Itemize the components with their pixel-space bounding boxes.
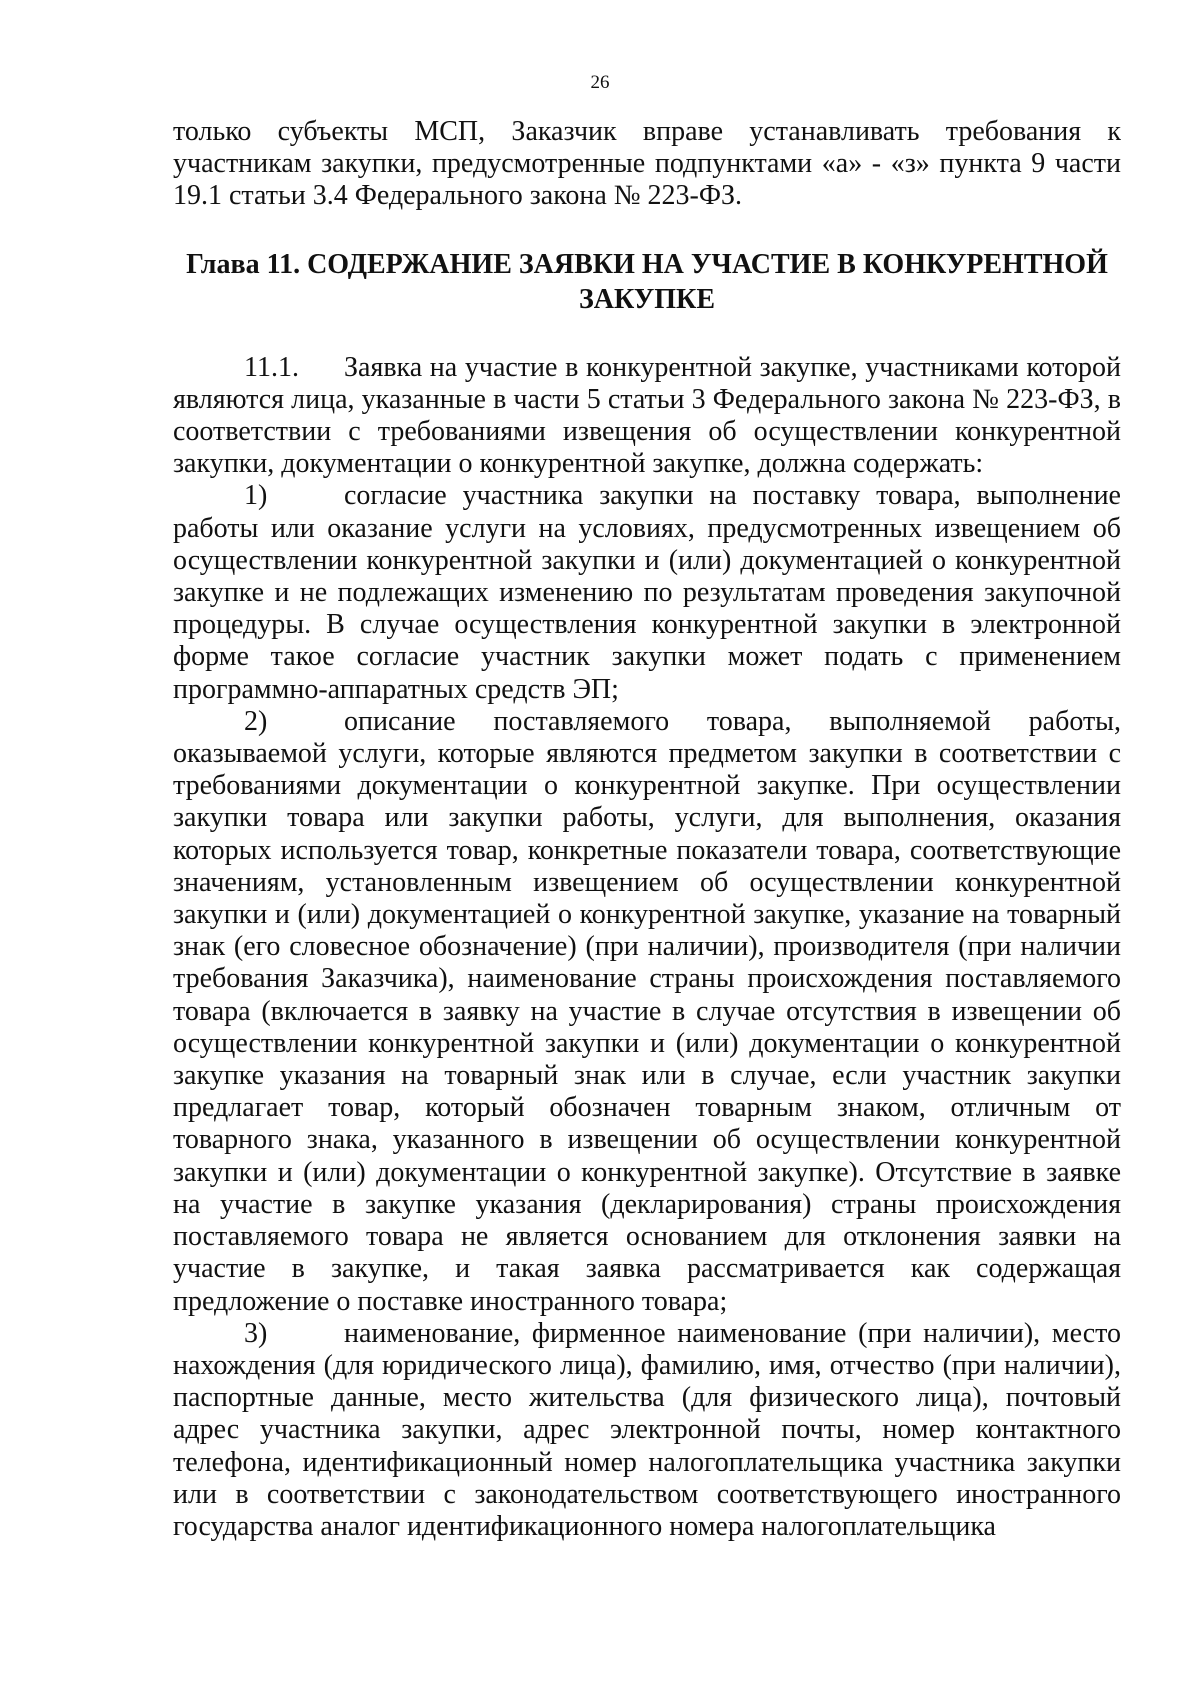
list-item-number: 1) (244, 480, 268, 512)
list-item-number: 2) (244, 705, 268, 737)
page-number: 26 (590, 72, 610, 93)
list-item-text: согласие участника закупки на поставку товара, выполнение работы или оказание услуги на условиях, предусмотренных извещением об осуществлении конкурентной закупки и (или) документацией о конкурентной закупке и не подлежащих изменению по результатам проведения закупочной процедуры. В случае осуществления конкурентной закупки в электронной форме такое согласие участник закупки может подать с применением программно-аппаратных средств ЭП; (173, 480, 1121, 705)
intro-paragraph: только субъекты МСП, Заказчик вправе устанавливать требования к участникам закупки, предусмотренные подпунктами «а» - «з» пункта 9 части 19.1 статьи 3.4 Федерального закона № 223-ФЗ. (173, 116, 1121, 212)
list-item (173, 480, 1121, 705)
clause-paragraph (173, 352, 1121, 481)
list-item (173, 706, 1121, 1318)
list-item-text: описание поставляемого товара, выполняемой работы, оказываемой услуги, которые являются предметом закупки в соответствии с требованиями документации о конкурентной закупке. При осуществлении закупки товара или закупки работы, услуги, для выполнения, оказания которых используется товар, конкретные показатели товара, соответствующие значениям, установленным извещением об осуществлении конкурентной закупки и (или) документацией о конкурентной закупке, указание на товарный знак (его словесное обозначение) (при наличии), производителя (при наличии требования Заказчика), наименование страны происхождения поставляемого товара (включается в заявку на участие в случае отсутствия в извещении об осуществлении конкурентной закупки и (или) документации о конкурентной закупке указания на товарный знак или в случае, если участник закупки предлагает товар, который обозначен товарным знаком, отличным от товарного знака, указанного в извещении об осуществлении конкурентной закупки и (или) документации о конкурентной закупке). Отсутствие в заявке на участие в закупке указания (декларирования) страны происхождения поставляемого товара не является основанием для отклонения заявки на участие в закупке, и такая заявка рассматривается как содержащая предложение о поставке иностранного товара; (173, 705, 1121, 1317)
list-item-number: 3) (244, 1317, 268, 1349)
clause-number: 11.1. (244, 351, 299, 383)
clause-text: Заявка на участие в конкурентной закупке, участниками которой являются лица, указанные в части 5 статьи 3 Федерального закона № 223-ФЗ, в соответствии с требованиями извещения об осуществлении конкурентной закупки, документации о конкурентной закупке, должна содержать: (173, 351, 1121, 480)
list-item (173, 1318, 1121, 1543)
chapter-title: Глава 11. СОДЕРЖАНИЕ ЗАЯВКИ НА УЧАСТИЕ В КОНКУРЕНТНОЙ ЗАКУПКЕ (186, 248, 1108, 315)
list-item-text: наименование, фирменное наименование (при наличии), место нахождения (для юридического лица), фамилию, имя, отчество (при наличии), паспортные данные, место жительства (для физического лица), почтовый адрес участника закупки, адрес электронной почты, номер контактного телефона, идентификационный номер налогоплательщика участника закупки или в соответствии с законодательством соответствующего иностранного государства аналог идентификационного номера налогоплательщика (173, 1317, 1121, 1542)
document-body (173, 116, 1121, 1543)
